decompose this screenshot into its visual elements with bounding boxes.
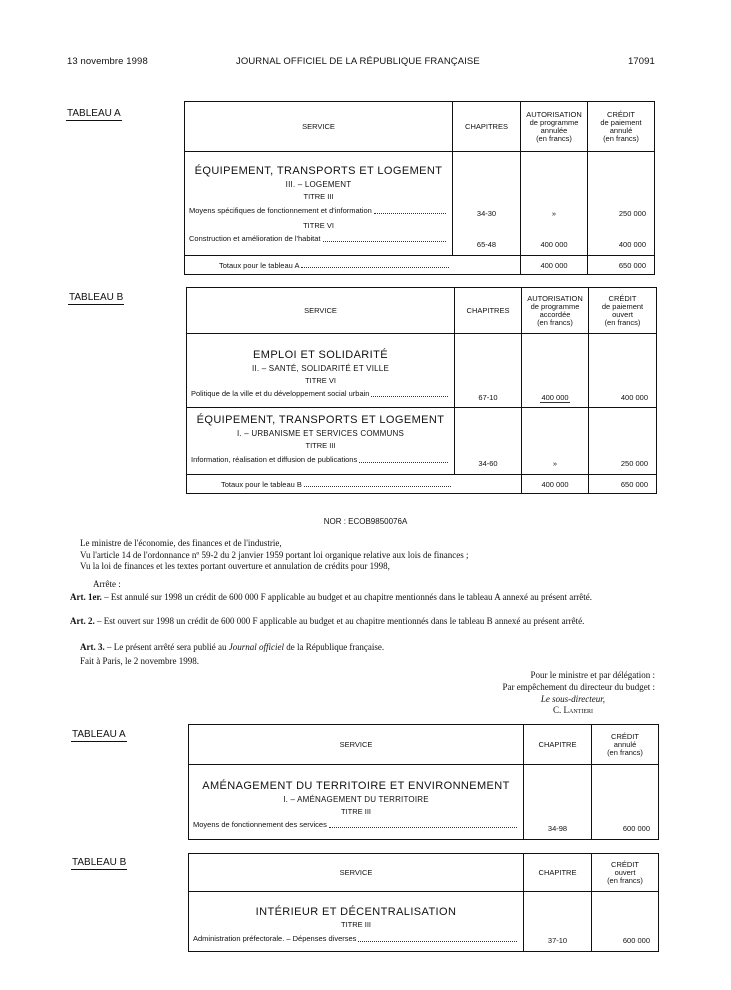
signature-line-3: Le sous-directeur,	[540, 694, 605, 704]
signature-name: C. Lantieri	[553, 705, 593, 715]
table2-subsection-a: II. – SANTÉ, SOLIDARITÉ ET VILLE	[252, 364, 389, 373]
article-3: Art. 3. – Le présent arrêté sera publié au Journal officiel de la République française.	[80, 642, 385, 652]
table1-line1-credit: 250 000	[618, 209, 646, 218]
table1-line2-credit: 400 000	[618, 240, 646, 249]
table4-header-service: SERVICE	[189, 854, 524, 892]
table3-label: TABLEAU A	[72, 729, 126, 740]
table1-header-chapitres: CHAPITRES	[453, 102, 521, 152]
table2-section-a-title: EMPLOI ET SOLIDARITÉ	[253, 349, 388, 361]
table2-total-credit: 650 000	[589, 475, 657, 494]
table1	[184, 101, 655, 275]
table4-line-credit: 600 000	[622, 936, 650, 945]
table2-line-a-autorisation: 400 000	[541, 393, 569, 402]
table3-line-credit: 600 000	[622, 824, 650, 833]
table1-line2: Construction et amélioration de l'habitat	[185, 234, 452, 244]
table1-service-cell	[185, 152, 453, 256]
table2-line-a-chapitre: 67-10	[478, 393, 498, 402]
table4-service-cell	[189, 892, 524, 952]
table2-line-a: Politique de la ville et du développement social urbain	[187, 389, 454, 399]
article-2: Art. 2. – Est ouvert sur 1998 un crédit de 600 000 F applicable au budget et au chapitre mentionnés dans le tableau B annexé au présent arrêté.	[70, 616, 585, 626]
table3	[188, 724, 659, 840]
table2-total-autorisation: 400 000	[522, 475, 589, 494]
table3-titre: TITRE III	[341, 807, 371, 816]
article-3-label: Art. 3.	[80, 642, 105, 652]
table3-line: Moyens de fonctionnement des services	[189, 820, 523, 830]
body-arrete: Arrête :	[93, 579, 121, 589]
table3-subsection: I. – AMÉNAGEMENT DU TERRITOIRE	[283, 795, 429, 804]
table2-subsection-b: I. – URBANISME ET SERVICES COMMUNS	[237, 429, 404, 438]
table4-label: TABLEAU B	[72, 857, 127, 868]
table4-line: Administration préfectorale. – Dépenses diverses	[189, 934, 523, 944]
table4	[188, 853, 659, 952]
table4-header-chapitre: CHAPITRE	[524, 854, 592, 892]
table3-line-chapitre: 34-98	[547, 824, 568, 833]
table4-titre: TITRE III	[341, 920, 371, 929]
table3-section-title: AMÉNAGEMENT DU TERRITOIRE ET ENVIRONNEMENT	[202, 780, 510, 792]
table1-line2-autorisation: 400 000	[540, 240, 568, 249]
table1-total-credit: 650 000	[588, 256, 655, 275]
signature-line-1: Pour le ministre et par délégation :	[530, 670, 655, 680]
table3-header-service: SERVICE	[189, 725, 524, 765]
table2-header-service: SERVICE	[187, 288, 455, 334]
table4-section-title: INTÉRIEUR ET DÉCENTRALISATION	[255, 906, 457, 918]
table1-total-label-cell	[185, 256, 453, 275]
table4-header-credit: CRÉDIT ouvert (en francs)	[592, 854, 659, 892]
table2-line-b: Information, réalisation et diffusion de publications	[187, 455, 454, 465]
article-2-label: Art. 2.	[70, 616, 95, 626]
header-date: 13 novembre 1998	[67, 56, 148, 67]
table2	[186, 287, 657, 494]
table1-titre-vi: TITRE VI	[303, 221, 334, 230]
table2-titre-a: TITRE VI	[305, 376, 336, 385]
nor-reference: NOR : ECOB9850076A	[323, 517, 408, 526]
signature-line-2: Par empêchement du directeur du budget :	[502, 682, 655, 692]
table1-total-autorisation: 400 000	[521, 256, 588, 275]
table1-section-title: ÉQUIPEMENT, TRANSPORTS ET LOGEMENT	[194, 165, 443, 177]
table3-header-credit: CRÉDIT annulé (en francs)	[592, 725, 659, 765]
table1-label: TABLEAU A	[67, 108, 121, 119]
header-title: JOURNAL OFFICIEL DE LA RÉPUBLIQUE FRANÇAISE	[236, 56, 480, 67]
table1-line2-chapitre: 65-48	[476, 240, 497, 249]
table3-header-chapitre: CHAPITRE	[524, 725, 592, 765]
table2-line-b-autorisation: »	[552, 459, 558, 468]
body-visa-2: Vu la loi de finances et les textes portant ouverture et annulation de crédits pour 1998,	[80, 561, 390, 571]
table2-header-chapitres: CHAPITRES	[455, 288, 522, 334]
table1-line1-autorisation: »	[551, 209, 557, 218]
table2-header-autorisation: AUTORISATION de programme accordée (en francs)	[522, 288, 589, 334]
table2-header-credit: CRÉDIT de paiement ouvert (en francs)	[589, 288, 657, 334]
table1-header-autorisation: AUTORISATION de programme annulée (en francs)	[521, 102, 588, 152]
table4-line-chapitre: 37-10	[547, 936, 568, 945]
table1-header-credit: CRÉDIT de paiement annulé (en francs)	[588, 102, 655, 152]
table1-line1-chapitre: 34-30	[476, 209, 497, 218]
table2-total-label: Totaux pour le tableau B	[221, 479, 302, 489]
body-visa-1: Vu l'article 14 de l'ordonnance nº 59-2 du 2 janvier 1959 portant loi organique relative aux lois de finances ;	[80, 550, 469, 560]
table1-line1: Moyens spécifiques de fonctionnement et d'information	[185, 206, 452, 216]
table2-line-b-credit: 250 000	[620, 459, 648, 468]
header-page-number: 17091	[628, 56, 655, 67]
table1-total-label: Totaux pour le tableau A	[219, 260, 300, 270]
table3-service-cell	[189, 765, 524, 840]
table1-subsection: III. – LOGEMENT	[285, 180, 352, 189]
table2-service-cell-a	[187, 334, 455, 408]
article-1: Art. 1er. – Est annulé sur 1998 un crédit de 600 000 F applicable au budget et au chapitre mentionnés dans le tableau A annexé au présent arrêté.	[70, 592, 592, 602]
table2-section-b-title: ÉQUIPEMENT, TRANSPORTS ET LOGEMENT	[196, 414, 445, 426]
table2-service-cell-b	[187, 408, 455, 475]
table1-header-service: SERVICE	[185, 102, 453, 152]
table1-titre-iii: TITRE III	[303, 192, 334, 201]
table2-line-a-credit: 400 000	[620, 393, 648, 402]
body-fait: Fait à Paris, le 2 novembre 1998.	[80, 656, 199, 666]
article-1-label: Art. 1er.	[70, 592, 102, 602]
table2-titre-b: TITRE III	[305, 441, 336, 450]
body-minister: Le ministre de l'économie, des finances et de l'industrie,	[80, 538, 282, 548]
table2-line-b-chapitre: 34-60	[478, 459, 498, 468]
table2-label: TABLEAU B	[69, 292, 124, 303]
table2-total-label-cell	[187, 475, 455, 494]
